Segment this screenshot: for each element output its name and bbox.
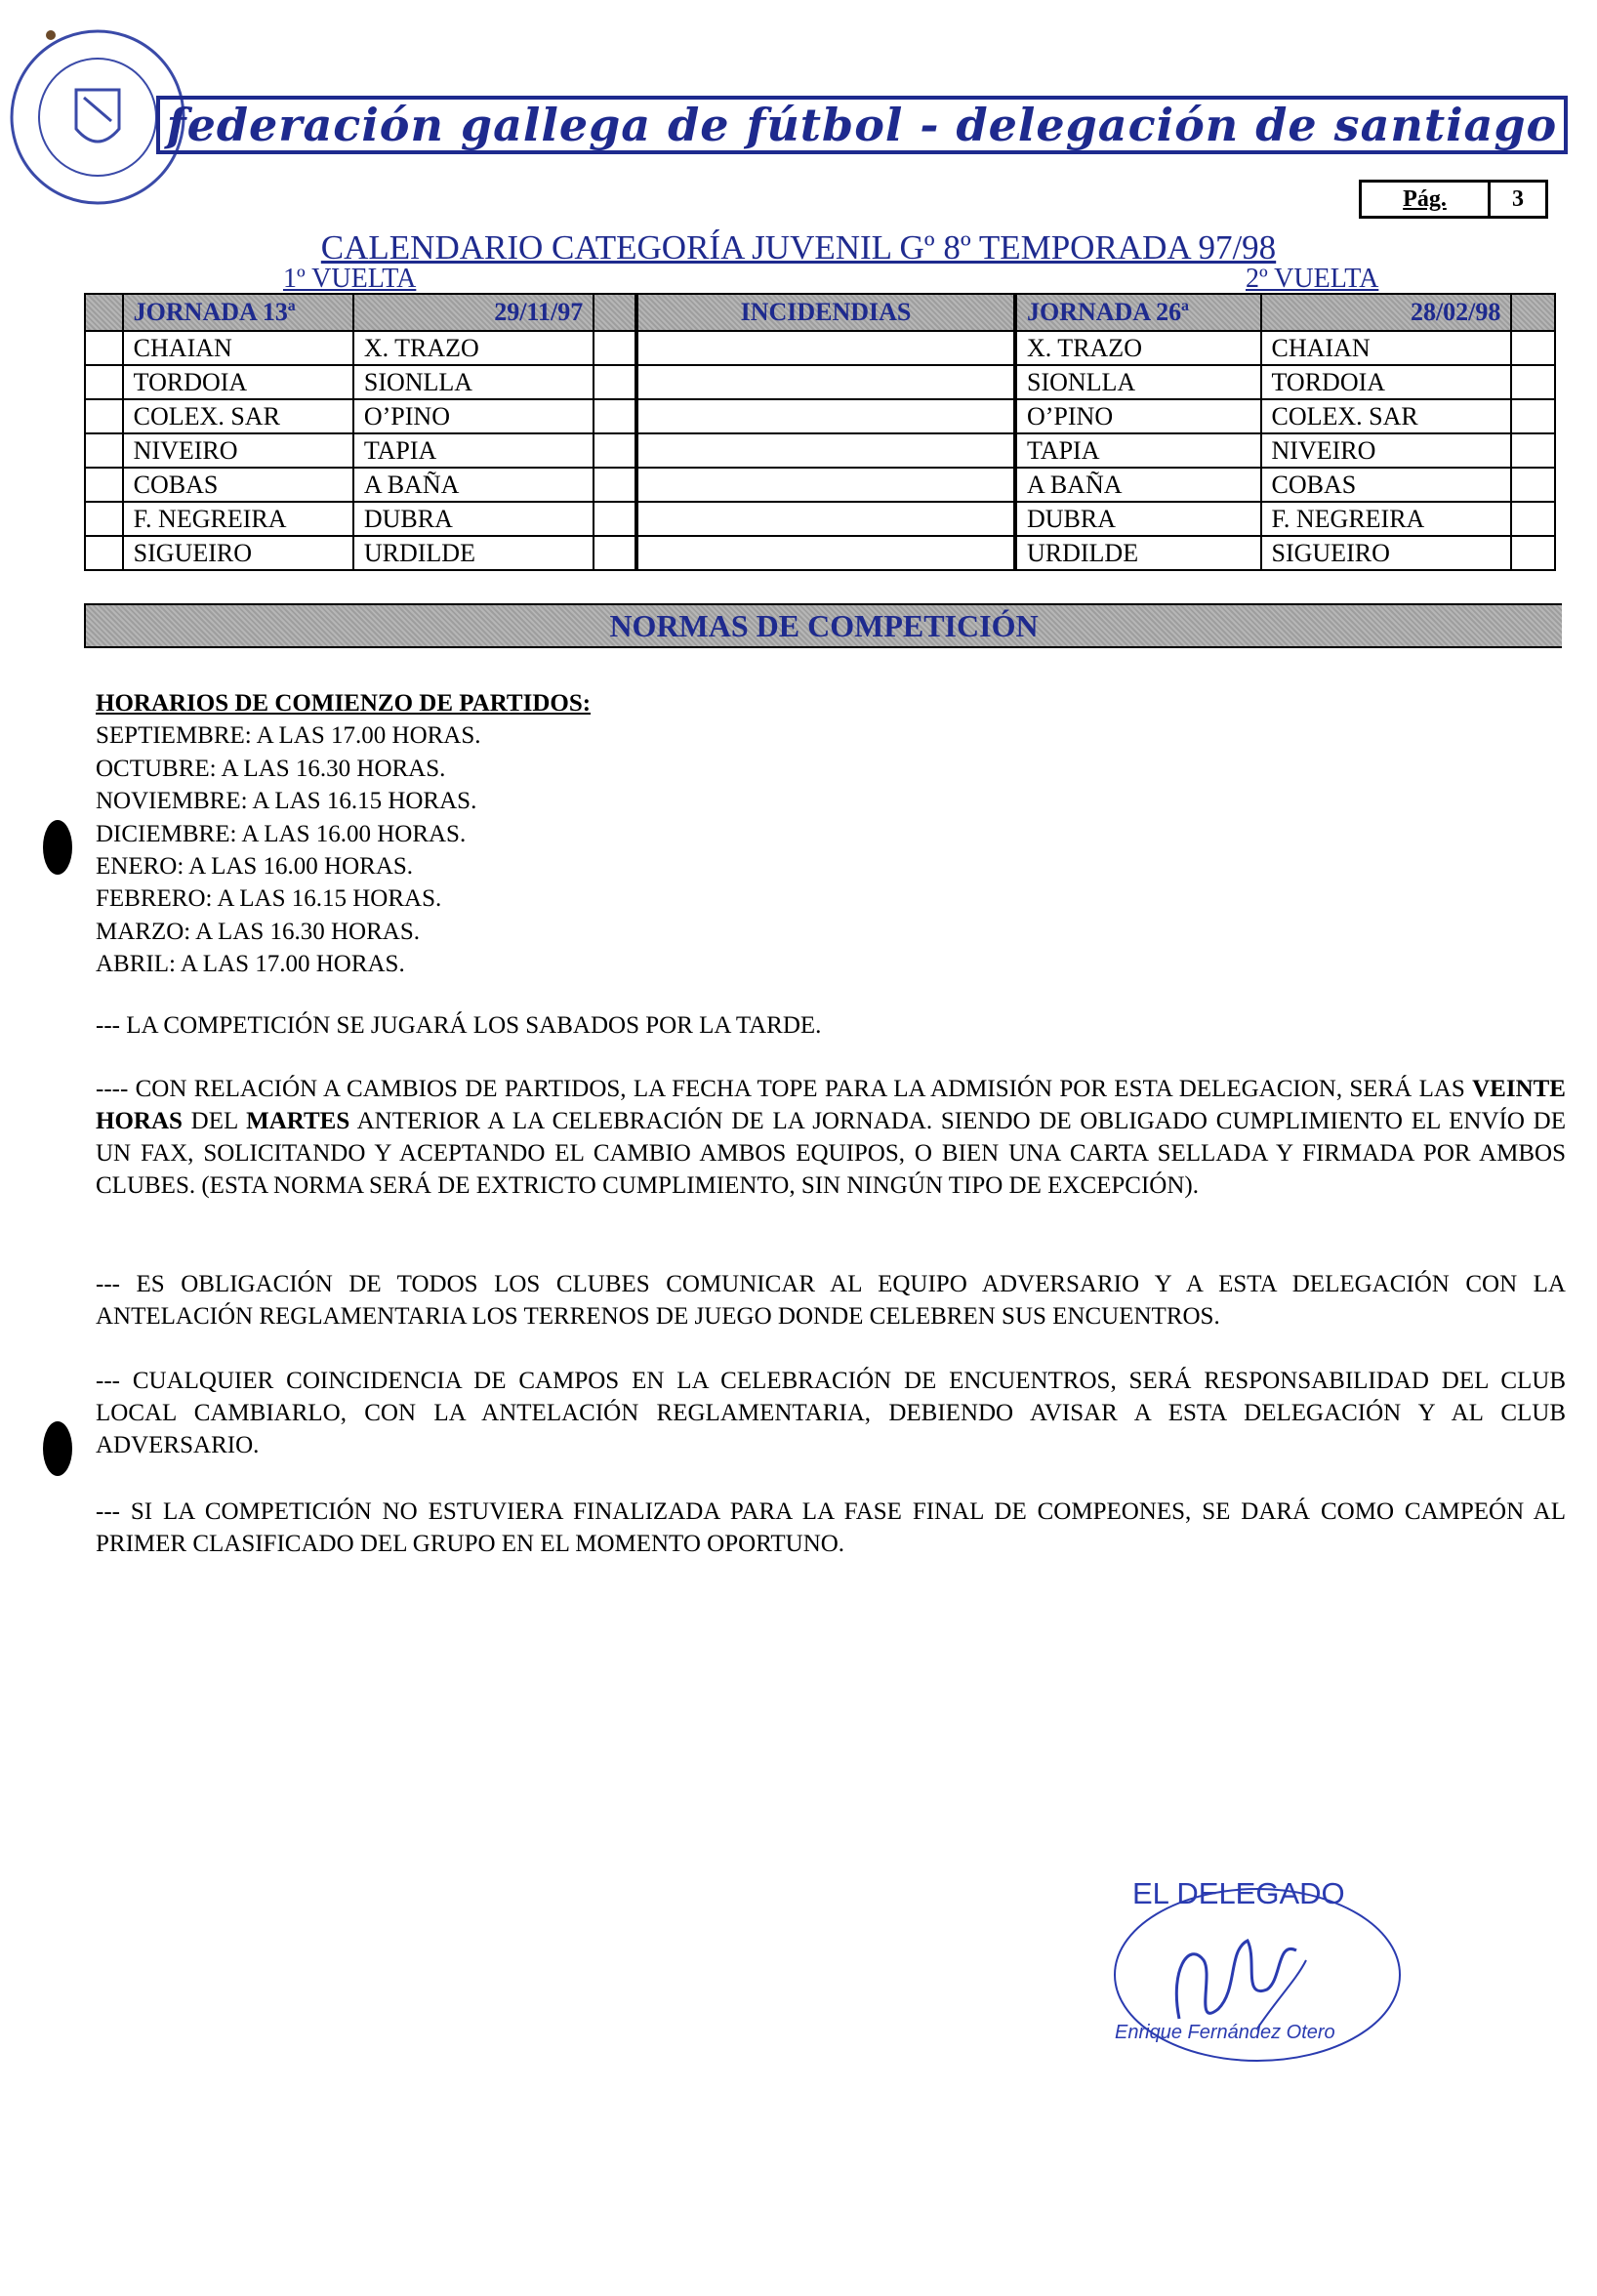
- away-team: COBAS: [1261, 468, 1512, 502]
- table-row: [85, 433, 635, 468]
- horario-line: FEBRERO: A LAS 16.15 HORAS.: [96, 885, 442, 913]
- horarios-block: [96, 687, 591, 981]
- away-team: X. TRAZO: [353, 331, 594, 365]
- away-team: SIONLLA: [353, 365, 594, 399]
- home-team: TAPIA: [1016, 433, 1261, 468]
- row-marker: [85, 502, 123, 536]
- row-marker: [85, 536, 123, 570]
- score-cell: [594, 502, 635, 536]
- table-row: [1016, 502, 1555, 536]
- calendar-title: CALENDARIO CATEGORÍA JUVENIL Gº 8º TEMPORADA 97/98: [320, 228, 1277, 266]
- incidencia-cell: [637, 536, 1014, 570]
- table-row: [637, 536, 1014, 570]
- table-row: [637, 468, 1014, 502]
- horario-line: DICIEMBRE: A LAS 16.00 HORAS.: [96, 820, 467, 847]
- home-team: COLEX. SAR: [123, 399, 353, 433]
- punch-hole-icon: [43, 1421, 72, 1476]
- rule-paragraph: --- LA COMPETICIÓN SE JUGARÁ LOS SABADOS POR LA TARDE.: [96, 1012, 822, 1039]
- signature-label: EL DELEGADO: [1132, 1876, 1345, 1910]
- away-team: NIVEIRO: [1261, 433, 1512, 468]
- second-round-label: 2º VUELTA: [1246, 264, 1379, 294]
- score-cell: [1511, 365, 1555, 399]
- horario-line: NOVIEMBRE: A LAS 16.15 HORAS.: [96, 788, 477, 815]
- score-cell: [1511, 468, 1555, 502]
- incidencias-header: INCIDENDIAS: [637, 294, 1014, 331]
- away-team: SIGUEIRO: [1261, 536, 1512, 570]
- score-cell: [594, 399, 635, 433]
- table-row: [85, 331, 635, 365]
- table-row: [1016, 536, 1555, 570]
- incidencia-cell: [637, 502, 1014, 536]
- home-team: O’PINO: [1016, 399, 1261, 433]
- score-cell: [1511, 502, 1555, 536]
- home-team: URDILDE: [1016, 536, 1261, 570]
- table-row: [637, 502, 1014, 536]
- incidencia-cell: [637, 468, 1014, 502]
- table-row: [1016, 331, 1555, 365]
- home-team: COBAS: [123, 468, 353, 502]
- home-team: SIONLLA: [1016, 365, 1261, 399]
- second-round-table: [1015, 293, 1556, 571]
- score-cell: [594, 468, 635, 502]
- home-team: TORDOIA: [123, 365, 353, 399]
- page-number-box: [1359, 180, 1548, 219]
- home-team: NIVEIRO: [123, 433, 353, 468]
- incidencia-cell: [637, 365, 1014, 399]
- score-cell: [594, 365, 635, 399]
- home-team: A BAÑA: [1016, 468, 1261, 502]
- rule-text: DEL: [182, 1108, 247, 1134]
- away-team: URDILDE: [353, 536, 594, 570]
- signatory-name: Enrique Fernández Otero: [1115, 2022, 1335, 2043]
- horario-line: SEPTIEMBRE: A LAS 17.00 HORAS.: [96, 722, 481, 750]
- horarios-heading: HORARIOS DE COMIENZO DE PARTIDOS:: [96, 690, 592, 717]
- score-cell: [594, 331, 635, 365]
- home-team: CHAIAN: [123, 331, 353, 365]
- table-row: [85, 365, 635, 399]
- horario-line: ABRIL: A LAS 17.00 HORAS.: [96, 951, 405, 978]
- incidencia-cell: [637, 399, 1014, 433]
- row-marker: [85, 365, 123, 399]
- table-row: [85, 502, 635, 536]
- away-team: DUBRA: [353, 502, 594, 536]
- table-row: [85, 536, 635, 570]
- first-round-rows: [85, 331, 635, 570]
- horario-line: OCTUBRE: A LAS 16.30 HORAS.: [96, 755, 446, 782]
- table-row: [1016, 468, 1555, 502]
- home-team: DUBRA: [1016, 502, 1261, 536]
- table-header-row: [85, 294, 635, 331]
- jornada-13-label: JORNADA 13ª: [123, 294, 353, 331]
- away-team: A BAÑA: [353, 468, 594, 502]
- away-team: F. NEGREIRA: [1261, 502, 1512, 536]
- row-marker: [85, 468, 123, 502]
- score-cell: [594, 433, 635, 468]
- row-marker: [85, 331, 123, 365]
- punch-hole-icon: [43, 820, 72, 875]
- home-team: F. NEGREIRA: [123, 502, 353, 536]
- horario-line: MARZO: A LAS 16.30 HORAS.: [96, 918, 420, 945]
- incidencias-table: [636, 293, 1015, 571]
- rule-paragraph: --- SI LA COMPETICIÓN NO ESTUVIERA FINALIZADA PARA LA FASE FINAL DE COMPEONES, SE DARÁ COMO CAMPEÓN AL PRIMER CLASIFICADO DEL GRUPO EN EL MOMENTO OPORTUNO.: [96, 1498, 1566, 1557]
- normas-title: NORMAS DE COMPETICIÓN: [609, 607, 1039, 643]
- table-row: [637, 331, 1014, 365]
- away-team: O’PINO: [353, 399, 594, 433]
- jornada-26-label: JORNADA 26ª: [1016, 294, 1261, 331]
- page-number: 3: [1512, 185, 1524, 212]
- federation-banner: [156, 96, 1568, 154]
- score-cell: [1511, 399, 1555, 433]
- away-team: TORDOIA: [1261, 365, 1512, 399]
- score-cell: [594, 536, 635, 570]
- jornada-26-date: 28/02/98: [1261, 294, 1512, 331]
- rule-paragraph: --- CUALQUIER COINCIDENCIA DE CAMPOS EN LA CELEBRACIÓN DE ENCUENTROS, SERÁ RESPONSABILIDAD DEL CLUB LOCAL CAMBIARLO, CON LA ANTELACIÓN REGLAMENTARIA, DEBIENDO AVISAR A ESTA DELEGACIÓN Y AL CLUB ADVERSARIO.: [96, 1368, 1566, 1458]
- table-header-row: [1016, 294, 1555, 331]
- table-row: [637, 433, 1014, 468]
- rule-paragraph: --- ES OBLIGACIÓN DE TODOS LOS CLUBES COMUNICAR AL EQUIPO ADVERSARIO Y A ESTA DELEGACIÓN CON LA ANTELACIÓN REGLAMENTARIA LOS TERRENOS DE JUEGO DONDE CELEBREN SUS ENCUENTROS.: [96, 1271, 1566, 1330]
- incidencia-cell: [637, 433, 1014, 468]
- score-cell: [1511, 433, 1555, 468]
- away-team: TAPIA: [353, 433, 594, 468]
- table-row: [637, 365, 1014, 399]
- away-team: CHAIAN: [1261, 331, 1512, 365]
- first-round-label: 1º VUELTA: [283, 264, 417, 294]
- home-team: SIGUEIRO: [123, 536, 353, 570]
- table-row: [1016, 365, 1555, 399]
- table-row: [1016, 399, 1555, 433]
- row-marker: [85, 399, 123, 433]
- table-row: [85, 468, 635, 502]
- table-row: [1016, 433, 1555, 468]
- away-team: COLEX. SAR: [1261, 399, 1512, 433]
- score-cell: [1511, 331, 1555, 365]
- banner-title: federación gallega de fútbol - delegación de santiago: [166, 99, 1558, 151]
- rule-emphasis: VEINTE HORAS: [96, 1076, 1566, 1134]
- second-round-rows: [1016, 331, 1555, 570]
- table-row: [85, 399, 635, 433]
- first-round-table: [84, 293, 636, 571]
- home-team: X. TRAZO: [1016, 331, 1261, 365]
- rule-text: ANTERIOR A LA CELEBRACIÓN DE LA JORNADA. SIENDO DE OBLIGADO CUMPLIMIENTO EL ENVÍO DE UN FAX, SOLICITANDO Y ACEPTANDO EL CAMBIO AMBOS EQUIPOS, O BIEN UNA CARTA SELLADA Y FIRMADA POR AMBOS CLUBES. (ESTA NORMA SERÁ DE EXTRICTO CUMPLIMIENTO, SIN NINGÚN TIPO DE EXCEPCIÓN).: [96, 1108, 1566, 1199]
- score-cell: [1511, 536, 1555, 570]
- rule-paragraph: [96, 1073, 1566, 1202]
- table-row: [637, 399, 1014, 433]
- rule-text: ---- CON RELACIÓN A CAMBIOS DE PARTIDOS, LA FECHA TOPE PARA LA ADMISIÓN POR ESTA DELEGACION, SERÁ LAS: [96, 1076, 1473, 1102]
- normas-section-header: [84, 603, 1562, 648]
- horario-line: ENERO: A LAS 16.00 HORAS.: [96, 853, 414, 881]
- rule-emphasis: MARTES: [246, 1108, 350, 1134]
- jornada-13-date: 29/11/97: [353, 294, 594, 331]
- row-marker: [85, 433, 123, 468]
- incidencia-cell: [637, 331, 1014, 365]
- page-label: Pág.: [1362, 183, 1491, 216]
